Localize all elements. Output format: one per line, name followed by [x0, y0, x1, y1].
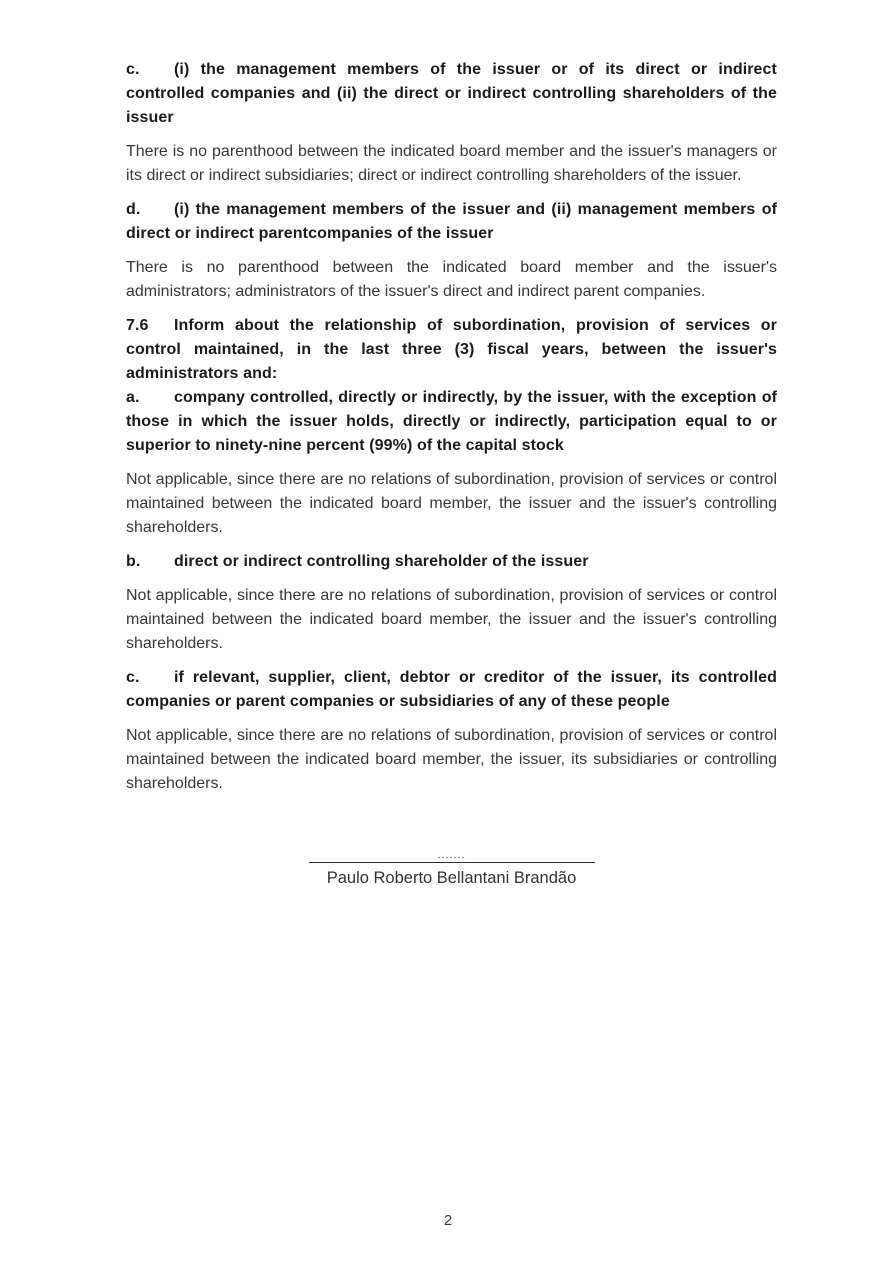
section-text: Not applicable, since there are no relations of subordination, provision of services or control maintained between the indicated board member, the issuer and the issuer's controlling shareholders. — [126, 587, 777, 652]
section-heading — [126, 198, 777, 246]
section-label: a. — [126, 389, 140, 406]
section-text: company controlled, directly or indirectly, by the issuer, with the exception of those in which the issuer holds, directly or indirectly, participation equal to or superior to ninety-nine percent (99%) of the capital stock — [126, 389, 777, 454]
section-heading — [126, 666, 777, 714]
section-heading — [126, 386, 777, 458]
signature-line — [309, 844, 595, 863]
section-heading — [126, 314, 777, 386]
section-text: Not applicable, since there are no relations of subordination, provision of services or control maintained between the indicated board member, the issuer, its subsidiaries or controlling shareholders. — [126, 727, 777, 792]
section-text: There is no parenthood between the indicated board member and the issuer's managers or its direct or indirect subsidiaries; direct or indirect controlling shareholders of the issuer. — [126, 143, 777, 184]
section-text: (i) the management members of the issuer or of its direct or indirect controlled companies and (ii) the direct or indirect controlling shareholders of the issuer — [126, 61, 777, 126]
section-text: There is no parenthood between the indicated board member and the issuer's administrators; administrators of the issuer's direct and indirect parent companies. — [126, 259, 777, 300]
section-paragraph — [126, 140, 777, 188]
page-number: 2 — [443, 1212, 453, 1229]
section-paragraph — [126, 724, 777, 796]
section-heading — [126, 58, 777, 130]
signature-name: Paulo Roberto Bellantani Brandão — [326, 869, 577, 887]
section-paragraph — [126, 256, 777, 304]
signature-block — [126, 844, 777, 890]
section-paragraph — [126, 584, 777, 656]
section-label: c. — [126, 669, 140, 686]
section-text: (i) the management members of the issuer and (ii) management members of direct or indirect parentcompanies of the issuer — [126, 201, 777, 242]
document-body — [126, 58, 777, 796]
section-label: 7.6 — [126, 317, 149, 334]
section-label: c. — [126, 61, 140, 78]
section-text: direct or indirect controlling shareholder of the issuer — [174, 553, 589, 570]
section-heading — [126, 550, 777, 574]
section-label: b. — [126, 553, 141, 570]
section-text: Inform about the relationship of subordination, provision of services or control maintained, in the last three (3) fiscal years, between the issuer's administrators and: — [126, 317, 777, 382]
section-text: if relevant, supplier, client, debtor or creditor of the issuer, its controlled companies or parent companies or subsidiaries of any of these people — [126, 669, 777, 710]
signature-dashes: ------- — [437, 852, 466, 862]
section-text: Not applicable, since there are no relations of subordination, provision of services or control maintained between the indicated board member, the issuer and the issuer's controlling shareholders. — [126, 471, 777, 536]
section-label: d. — [126, 201, 141, 218]
section-paragraph — [126, 468, 777, 540]
